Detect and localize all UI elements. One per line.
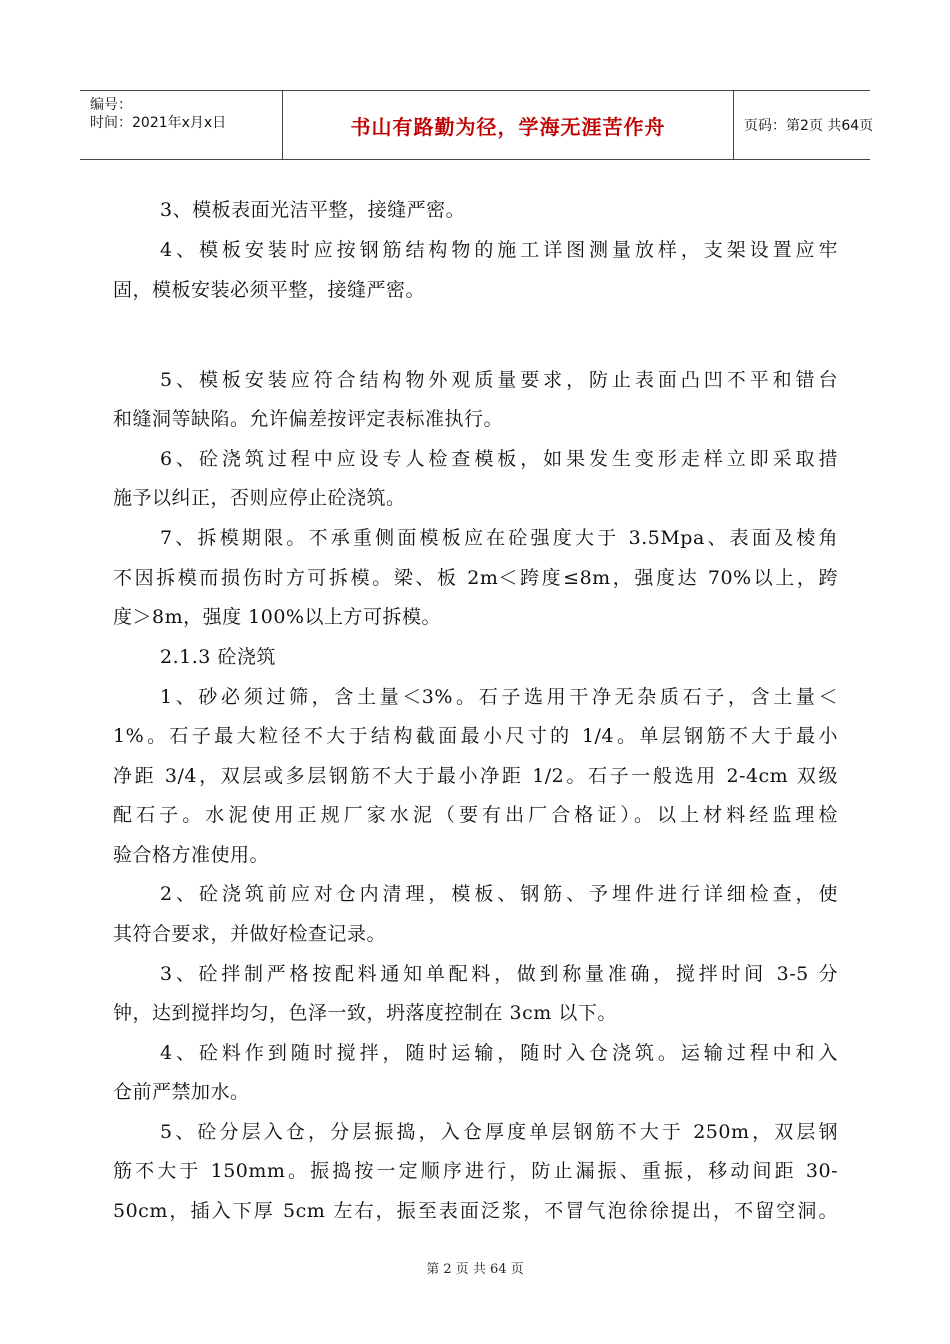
paragraph-line: 7、拆模期限。不承重侧面模板应在砼强度大于 3.5Mpa、表面及棱角 [160, 527, 838, 549]
paragraph-line: 配石子。水泥使用正规厂家水泥（要有出厂合格证）。以上材料经监理检 [113, 804, 838, 826]
motto-text: 书山有路勤为径，学海无涯苦作舟 [350, 114, 666, 139]
paragraph-line: 2、砼浇筑前应对仓内清理，模板、钢筋、予埋件进行详细检查，使 [160, 883, 838, 905]
paragraph-line: 4、模板安装时应按钢筋结构物的施工详图测量放样，支架设置应牢 [160, 239, 838, 261]
header-motto-cell [282, 91, 734, 159]
paragraph-line: 其符合要求，并做好检查记录。 [113, 923, 387, 945]
paragraph-line: 5、砼分层入仓，分层振捣，入仓厚度单层钢筋不大于 250m，双层钢 [160, 1121, 838, 1143]
paragraph-line: 固，模板安装必须平整，接缝严密。 [113, 279, 426, 301]
page-code: 页码：第2页 共64页 [744, 118, 874, 134]
paragraph-line: 3、模板表面光洁平整，接缝严密。 [160, 199, 466, 221]
paragraph-line: 6、砼浇筑过程中应设专人检查模板，如果发生变形走样立即采取措 [160, 448, 838, 470]
header-meta-cell [80, 91, 282, 159]
paragraph-line: 5、模板安装应符合结构物外观质量要求，防止表面凸凹不平和错台 [160, 369, 838, 391]
paragraph-line: 1%。石子最大粒径不大于结构截面最小尺寸的 1/4。单层钢筋不大于最小 [113, 725, 838, 747]
paragraph-line: 钟，达到搅拌均匀，色泽一致，坍落度控制在 3cm 以下。 [113, 1002, 617, 1024]
paragraph-line: 1、砂必须过筛，含土量＜3%。石子选用干净无杂质石子，含土量＜ [160, 686, 838, 708]
paragraph-line: 3、砼拌制严格按配料通知单配料，做到称量准确，搅拌时间 3-5 分 [160, 963, 838, 985]
paragraph-line: 施予以纠正，否则应停止砼浇筑。 [113, 487, 406, 509]
paragraph-line: 50cm，插入下厚 5cm 左右，振至表面泛浆，不冒气泡徐徐提出，不留空洞。 [113, 1200, 838, 1222]
paragraph-line: 度＞8m，强度 100%以上方可拆模。 [113, 606, 441, 628]
paragraph-line: 验合格方准使用。 [113, 844, 270, 866]
page-header [80, 90, 874, 160]
paragraph-line: 筋不大于 150mm。振捣按一定顺序进行，防止漏振、重振，移动间距 30- [113, 1160, 838, 1182]
page-footer: 第 2 页 共 64 页 [426, 1262, 524, 1277]
paragraph-line: 净距 3/4，双层或多层钢筋不大于最小净距 1/2。石子一般选用 2-4cm 双级 [113, 765, 838, 787]
time-label: 时间：2021年x月x日 [90, 115, 227, 131]
paragraph-line: 4、砼料作到随时搅拌，随时运输，随时入仓浇筑。运输过程中和入 [160, 1042, 838, 1064]
paragraph-line: 仓前严禁加水。 [113, 1081, 250, 1103]
section-heading: 2.1.3 砼浇筑 [160, 646, 276, 668]
paragraph-line: 和缝洞等缺陷。允许偏差按评定表标准执行。 [113, 408, 504, 430]
number-label: 编号： [90, 97, 132, 113]
header-page-cell [734, 91, 874, 159]
paragraph-line: 不因拆模而损伤时方可拆模。梁、板 2m＜跨度≤8m，强度达 70%以上，跨 [113, 567, 838, 589]
